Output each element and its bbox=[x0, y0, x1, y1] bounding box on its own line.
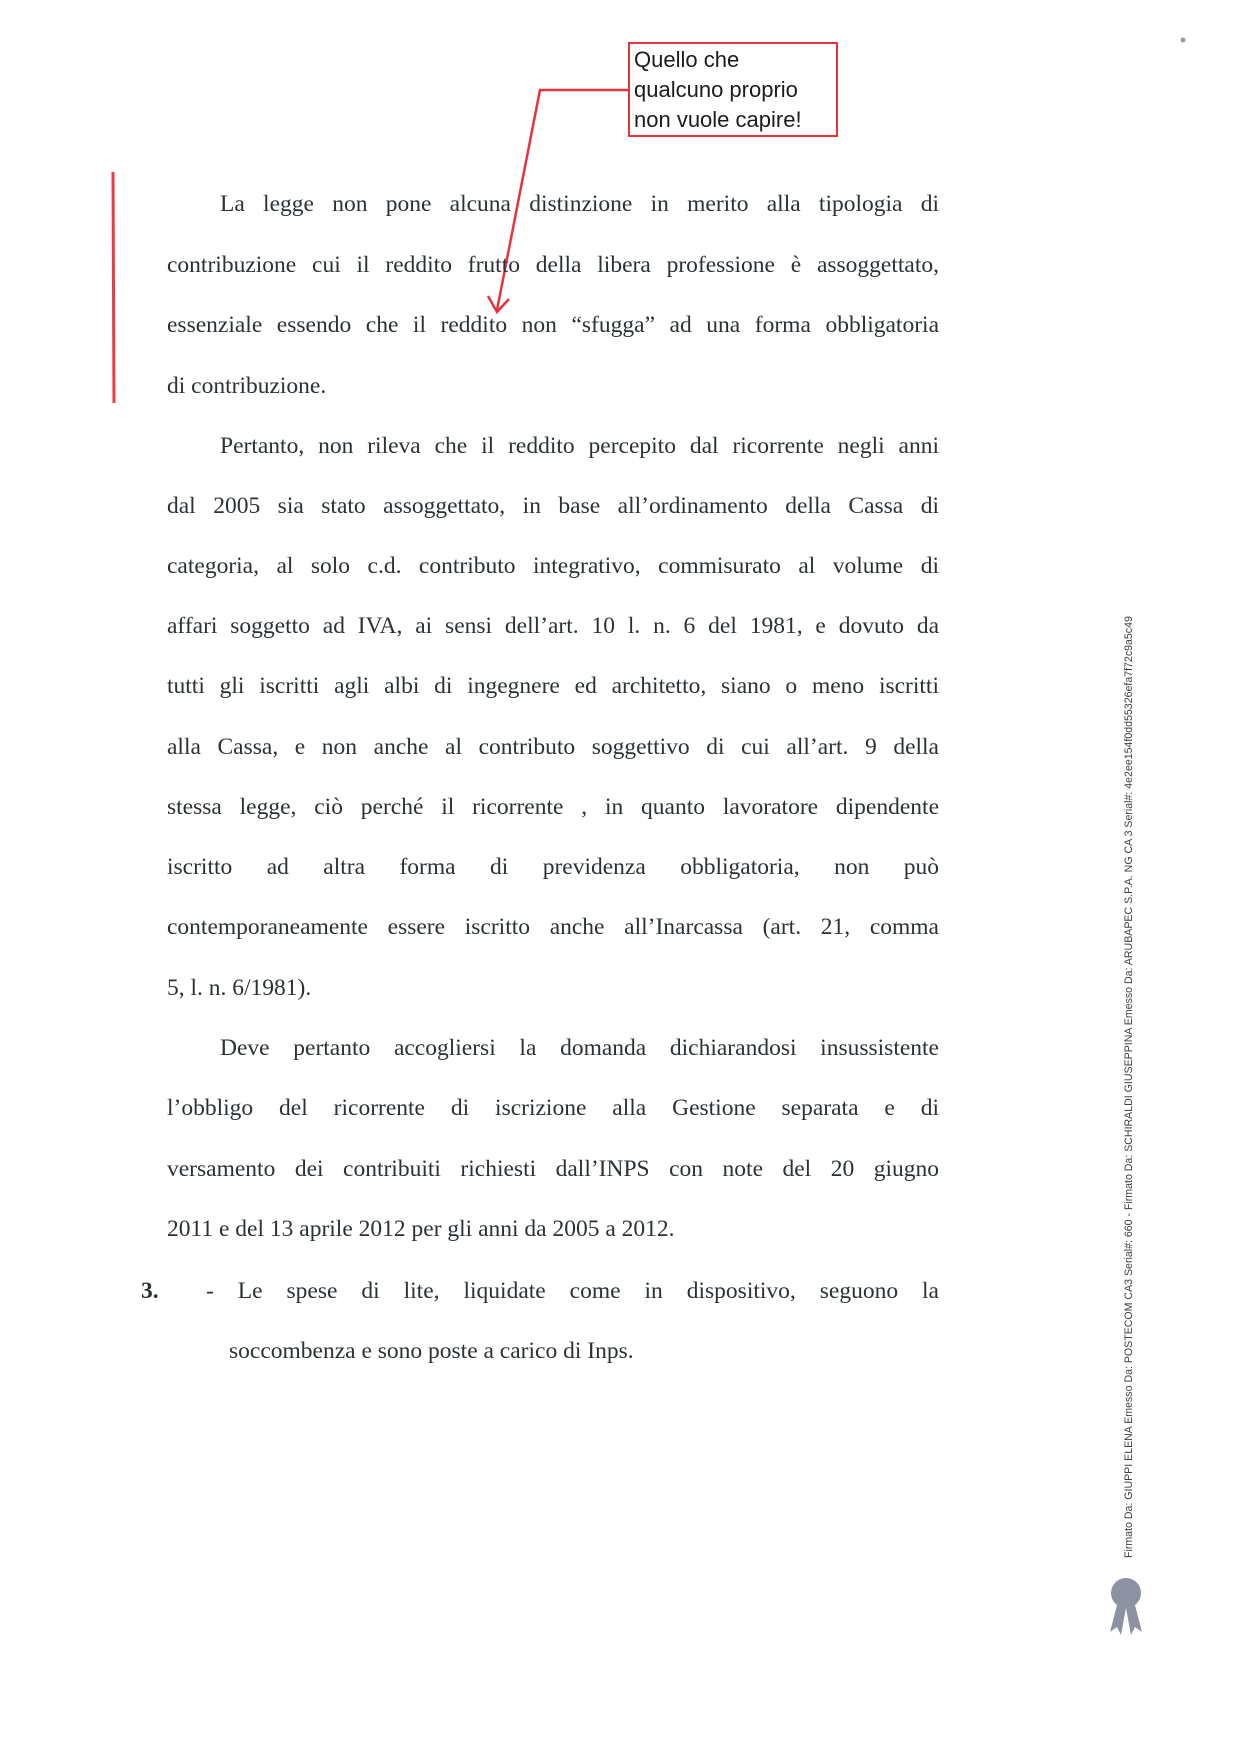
text-line: essenziale essendo che il reddito non “sfugga” ad una forma obbligatoria bbox=[167, 312, 939, 338]
text-line: Deve pertanto accogliersi la domanda dichiarandosi insussistente bbox=[220, 1035, 939, 1061]
text-line: di contribuzione. bbox=[167, 373, 327, 399]
annotation-note-line: Quello che bbox=[634, 47, 740, 72]
annotation-note-line: qualcuno proprio bbox=[634, 77, 798, 102]
annotation-note-line: non vuole capire! bbox=[634, 107, 802, 132]
text-line: tutti gli iscritti agli albi di ingegnere ed architetto, siano o meno iscritti bbox=[167, 673, 939, 699]
scan-speck bbox=[1181, 38, 1186, 43]
text-line: - Le spese di lite, liquidate come in dispositivo, seguono la bbox=[206, 1278, 939, 1304]
text-line: affari soggetto ad IVA, ai sensi dell’art. 10 l. n. 6 del 1981, e dovuto da bbox=[167, 613, 939, 639]
text-line: Pertanto, non rileva che il reddito percepito dal ricorrente negli anni bbox=[220, 433, 939, 459]
text-line: stessa legge, ciò perché il ricorrente , in quanto lavoratore dipendente bbox=[167, 794, 939, 820]
text-line: contemporaneamente essere iscritto anche all’Inarcassa (art. 21, comma bbox=[167, 914, 939, 940]
text-line: 2011 e del 13 aprile 2012 per gli anni da 2005 a 2012. bbox=[167, 1216, 675, 1242]
text-line: versamento dei contribuiti richiesti dall’INPS con note del 20 giugno bbox=[167, 1156, 939, 1182]
digital-signature-stamp: Firmato Da: GIUPPI ELENA Emesso Da: POSTECOM CA3 Serial#: 660 - Firmato Da: SCHIRALDI GIUSEPPINA Emesso Da: ARUBAPEC S.P.A. NG CA 3 Serial#: 4e2ee154f0dd55326efa7f72c9a5c49 bbox=[1123, 616, 1135, 1558]
text-line: soccombenza e sono poste a carico di Inps. bbox=[229, 1338, 634, 1364]
award-ribbon-icon bbox=[1110, 1578, 1142, 1635]
text-line: La legge non pone alcuna distinzione in merito alla tipologia di bbox=[220, 191, 939, 217]
text-line: dal 2005 sia stato assoggettato, in base all’ordinamento della Cassa di bbox=[167, 493, 939, 519]
text-line: categoria, al solo c.d. contributo integrativo, commisurato al volume di bbox=[167, 553, 939, 579]
text-line: 5, l. n. 6/1981). bbox=[167, 975, 312, 1001]
text-line: contribuzione cui il reddito frutto della libera professione è assoggettato, bbox=[167, 252, 939, 278]
text-line: l’obbligo del ricorrente di iscrizione alla Gestione separata e di bbox=[167, 1095, 939, 1121]
text-line: iscritto ad altra forma di previdenza obbligatoria, non può bbox=[167, 854, 939, 880]
margin-marker-line bbox=[113, 172, 114, 403]
text-line: alla Cassa, e non anche al contributo soggettivo di cui all’art. 9 della bbox=[167, 734, 939, 760]
item-number: 3. bbox=[141, 1278, 159, 1304]
